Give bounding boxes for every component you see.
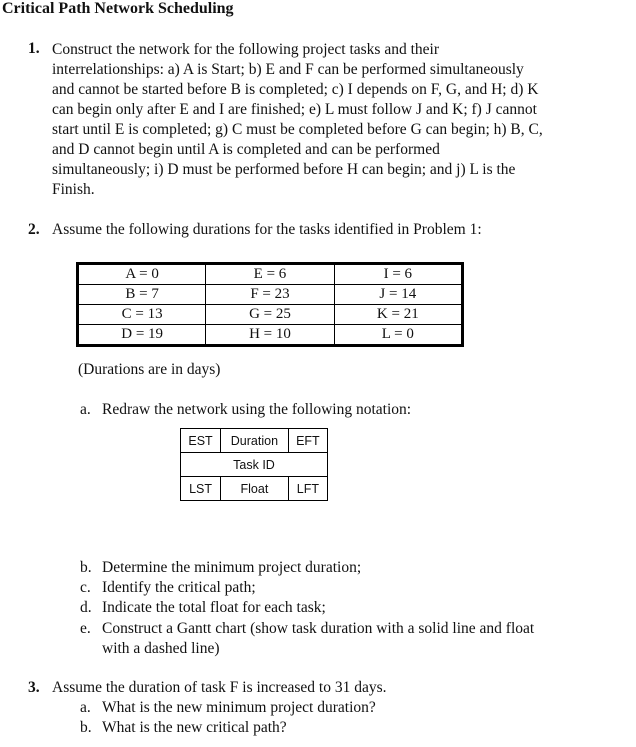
item-label: e. [80, 620, 91, 637]
duration-cell: Duration [221, 429, 289, 453]
duration-cell: B = 7 [78, 285, 206, 305]
question-1-line: interrelationships: a) A is Start; b) E and F can be performed simultaneously [52, 61, 524, 78]
question-1-line: start until E is completed; g) C must be completed before G can begin; h) B, C, [52, 121, 543, 138]
duration-cell: A = 0 [78, 264, 206, 285]
question-1-line: and cannot be started before B is completed; c) I depends on F, G, and H; d) K [52, 81, 539, 98]
duration-cell: G = 25 [206, 305, 334, 325]
question-1-line: simultaneously; i) D must be performed before H can begin; and j) L is the [52, 161, 516, 178]
notation-box [180, 428, 328, 501]
question-2-number: 2. [28, 221, 40, 238]
duration-cell: D = 19 [78, 325, 206, 346]
item-3b-text: What is the new critical path? [102, 719, 287, 736]
item-label: a. [80, 401, 91, 418]
table-row [78, 264, 463, 285]
item-label: a. [80, 699, 91, 716]
duration-cell: H = 10 [206, 325, 334, 346]
question-1-line: and D cannot begin until A is completed and can be performed [52, 141, 440, 158]
table-row [78, 285, 463, 305]
item-2e-line-2: with a dashed line) [102, 640, 220, 657]
question-3-text: Assume the duration of task F is increased to 31 days. [52, 679, 387, 696]
table-row [78, 305, 463, 325]
task-id-cell: Task ID [181, 453, 328, 477]
duration-cell: J = 14 [334, 285, 462, 305]
duration-cell: C = 13 [78, 305, 206, 325]
question-1-line: Finish. [52, 181, 95, 198]
est-cell: EST [181, 429, 221, 453]
page-title: Critical Path Network Scheduling [2, 0, 234, 17]
item-label: c. [80, 579, 91, 596]
durations-table [76, 262, 464, 347]
question-2-text: Assume the following durations for the tasks identified in Problem 1: [52, 221, 482, 238]
eft-cell: EFT [288, 429, 327, 453]
lst-cell: LST [181, 477, 221, 501]
item-label: b. [80, 559, 92, 576]
duration-cell: L = 0 [334, 325, 462, 346]
item-2b-text: Determine the minimum project duration; [102, 559, 362, 576]
table-row [78, 325, 463, 346]
item-label: b. [80, 719, 92, 736]
duration-cell: K = 21 [334, 305, 462, 325]
item-2e-line-1: Construct a Gantt chart (show task duration with a solid line and float [102, 620, 535, 637]
duration-cell: F = 23 [206, 285, 334, 305]
item-3a-text: What is the new minimum project duration? [102, 699, 376, 716]
duration-cell: I = 6 [334, 264, 462, 285]
question-3-number: 3. [28, 679, 40, 696]
duration-cell: E = 6 [206, 264, 334, 285]
question-1-line: Construct the network for the following project tasks and their [52, 41, 439, 58]
float-cell: Float [221, 477, 289, 501]
question-1-number: 1. [28, 40, 40, 57]
item-label: d. [80, 599, 92, 616]
item-2a-text: Redraw the network using the following notation: [102, 401, 412, 418]
question-1-line: can begin only after E and I are finished; e) L must follow J and K; f) J cannot [52, 101, 537, 118]
durations-note: (Durations are in days) [78, 361, 221, 378]
lft-cell: LFT [288, 477, 327, 501]
item-2d-text: Indicate the total float for each task; [102, 599, 326, 616]
item-2c-text: Identify the critical path; [102, 579, 256, 596]
question-1-text [52, 40, 543, 200]
